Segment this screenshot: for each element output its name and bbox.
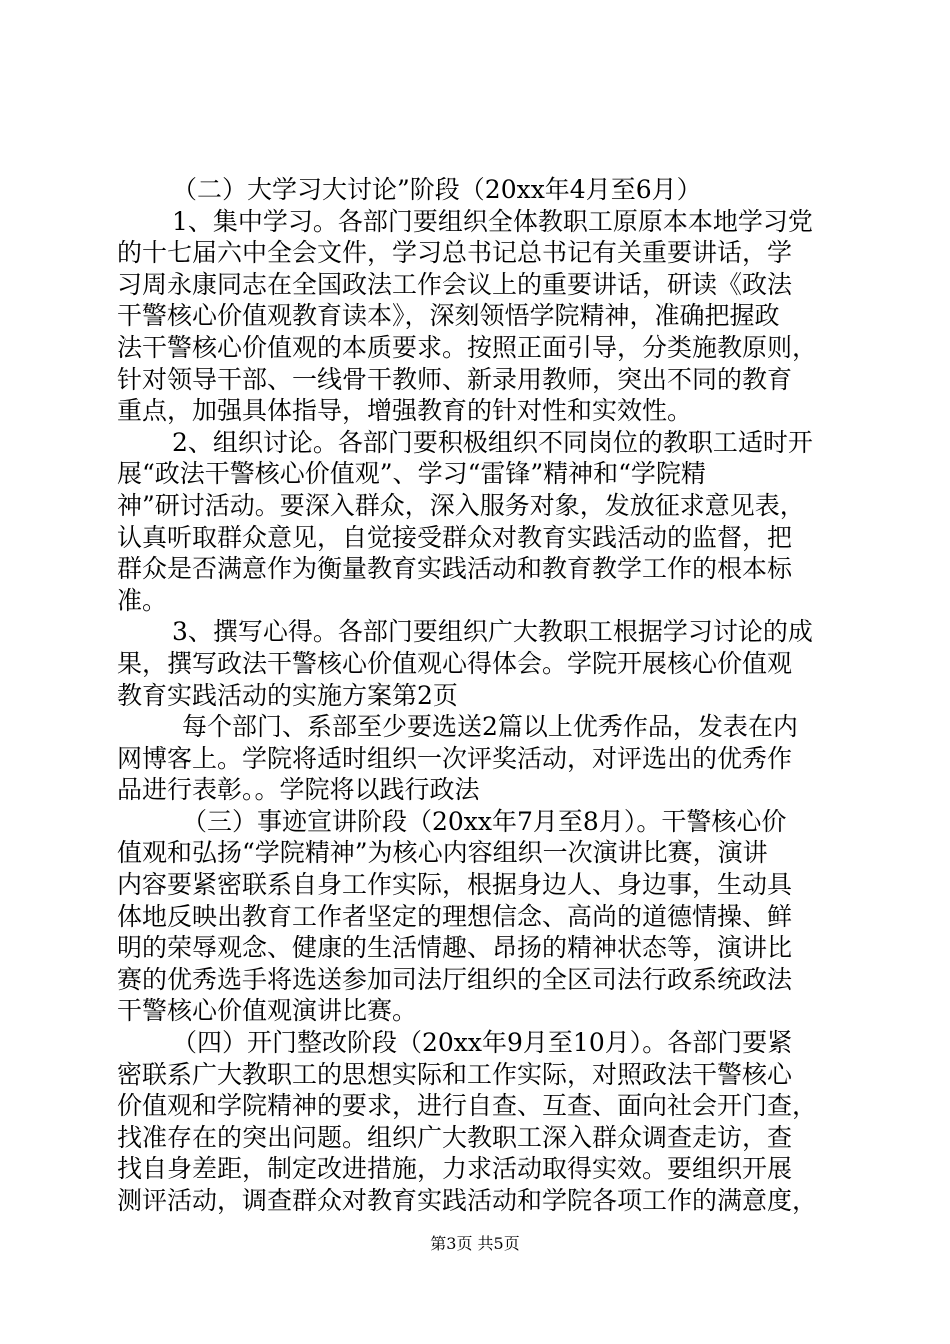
text-line: 群众是否满意作为衡量教育实践活动和教育教学工作的根本标	[117, 554, 793, 583]
text-line: 神”研讨活动。要深入群众，深入服务对象，发放征求意见表，	[117, 491, 805, 520]
text-line: 找准存在的突出问题。组织广大教职工深入群众调查走访，查	[117, 1123, 793, 1152]
text-line: 密联系广大教职工的思想实际和工作实际，对照政法干警核心	[117, 1060, 793, 1089]
text-line: 网博客上。学院将适时组织一次评奖活动，对评选出的优秀作	[117, 744, 793, 773]
text-line: 果，撰写政法干警核心价值观心得体会。学院开展核心价值观	[117, 649, 793, 678]
page-number-footer: 第3页 共5页	[430, 1234, 520, 1253]
text-line: 展“政法干警核心价值观”、学习“雷锋”精神和“学院精	[117, 459, 706, 488]
text-line: 干警核心价值观演讲比赛。	[117, 996, 418, 1025]
text-line: 3、撰写心得。各部门要组织广大教职工根据学习讨论的成	[172, 617, 813, 646]
text-line: 1、集中学习。各部门要组织全体教职工原原本本地学习党	[172, 207, 813, 236]
text-line: 准。	[117, 586, 168, 615]
text-line: 的十七届六中全会文件，学习总书记总书记有关重要讲话，学	[117, 238, 793, 267]
text-line: 找自身差距，制定改进措施，力求活动取得实效。要组织开展	[117, 1154, 793, 1183]
text-line: 值观和弘扬“学院精神”为核心内容组织一次演讲比赛，演讲	[117, 838, 768, 867]
text-line: 习周永康同志在全国政法工作会议上的重要讲话，研读《政法	[117, 270, 793, 299]
text-line: （四）开门整改阶段（20xx年9月至10月）。各部门要紧	[172, 1028, 793, 1057]
text-line: 针对领导干部、一线骨干教师、新录用教师，突出不同的教育	[117, 365, 793, 394]
text-line: 干警核心价值观教育读本》，深刻领悟学院精神，准确把握政	[117, 301, 780, 330]
text-line: 品进行表彰。。学院将以践行政法	[117, 775, 480, 804]
text-line: 内容要紧密联系自身工作实际，根据身边人、身边事，生动具	[117, 870, 793, 899]
text-line: （二）大学习大讨论”阶段（20xx年4月至6月）	[172, 175, 702, 204]
text-line: 重点，加强具体指导，增强教育的针对性和实效性。	[117, 396, 693, 425]
text-line: 价值观和学院精神的要求，进行自查、互查、面向社会开门查，	[117, 1091, 818, 1120]
text-line: 教育实践活动的实施方案第2页	[117, 681, 458, 710]
text-line: （三）事迹宣讲阶段（20xx年7月至8月）。干警核心价	[182, 807, 787, 836]
text-line: 法干警核心价值观的本质要求。按照正面引导，分类施教原则，	[117, 333, 818, 362]
text-line: 赛的优秀选手将选送参加司法厅组织的全区司法行政系统政法	[117, 965, 793, 994]
text-line: 测评活动，调查群众对教育实践活动和学院各项工作的满意度，	[117, 1186, 818, 1215]
text-line: 认真听取群众意见，自觉接受群众对教育实践活动的监督，把	[117, 523, 793, 552]
text-line: 明的荣辱观念、健康的生活情趣、昂扬的精神状态等，演讲比	[117, 933, 793, 962]
text-line: 2、组织讨论。各部门要积极组织不同岗位的教职工适时开	[172, 428, 813, 457]
text-line: 体地反映出教育工作者坚定的理想信念、高尚的道德情操、鲜	[117, 902, 793, 931]
text-line: 每个部门、系部至少要选送2篇以上优秀作品，发表在内	[182, 712, 798, 741]
